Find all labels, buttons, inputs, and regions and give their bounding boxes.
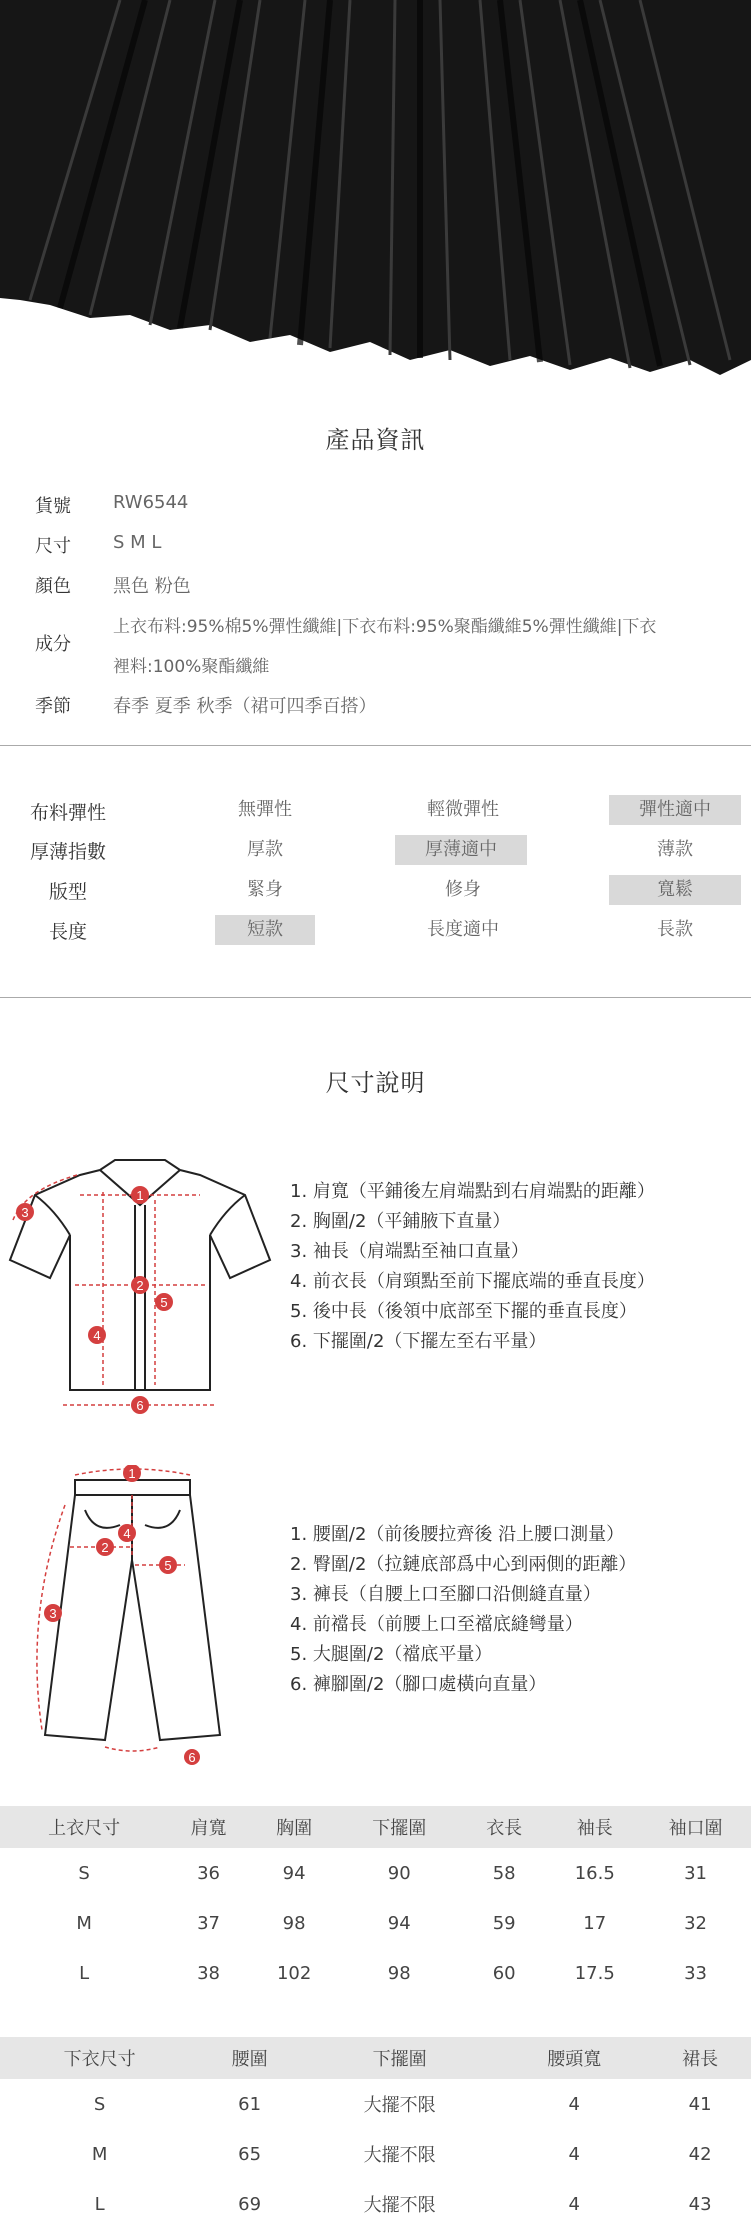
table-cell: 58 xyxy=(492,1862,516,1884)
attr-option: 厚款 xyxy=(247,839,283,860)
attr-option-selected: 彈性適中 xyxy=(609,795,741,825)
top-size-table xyxy=(0,1806,751,1998)
table-cell: 42 xyxy=(688,2143,712,2165)
attr-option: 長款 xyxy=(657,919,693,940)
measure-item: 2. 胸圍/2（平鋪腋下直量） xyxy=(290,1211,511,1232)
table-header: 裙長 xyxy=(649,2037,751,2079)
pants-diagram xyxy=(20,1465,250,1765)
measure-item: 3. 褲長（自腰上口至腳口沿側縫直量） xyxy=(290,1584,601,1605)
measure-item: 4. 前衣長（肩頸點至前下擺底端的垂直長度） xyxy=(290,1271,655,1292)
diagram-label: 4 xyxy=(123,1526,131,1541)
info-label: 尺寸 xyxy=(35,536,71,557)
table-header: 袖口圍 xyxy=(640,1806,751,1848)
table-cell: 102 xyxy=(276,1962,312,1984)
attr-option: 無彈性 xyxy=(238,799,292,820)
table-cell: 59 xyxy=(492,1912,516,1934)
info-value: 春季 夏季 秋季（裙可四季百搭） xyxy=(113,696,377,717)
attr-option-selected: 短款 xyxy=(215,915,315,945)
diagram-label: 2 xyxy=(101,1540,109,1555)
diagram-label: 2 xyxy=(136,1278,144,1293)
top-measure-list xyxy=(290,1177,655,1357)
product-info-title: 產品資訊 xyxy=(325,426,426,454)
table-cell: S xyxy=(93,2093,106,2115)
table-header: 胸圍 xyxy=(249,1806,340,1848)
table-row xyxy=(0,2079,751,2129)
info-label: 成分 xyxy=(35,634,71,655)
measure-item: 5. 後中長（後領中底部至下擺的垂直長度） xyxy=(290,1301,637,1322)
diagram-label: 1 xyxy=(128,1466,136,1481)
divider xyxy=(0,745,751,746)
table-row xyxy=(0,2129,751,2179)
table-header: 肩寬 xyxy=(168,1806,249,1848)
table-cell: 38 xyxy=(197,1962,220,1984)
table-cell: S xyxy=(78,1862,90,1884)
info-label: 貨號 xyxy=(35,496,71,517)
info-label: 顏色 xyxy=(35,576,71,597)
table-cell: 98 xyxy=(282,1912,306,1934)
table-cell: 60 xyxy=(492,1962,516,1984)
table-header: 衣長 xyxy=(459,1806,549,1848)
table-header: 上衣尺寸 xyxy=(0,1806,168,1848)
attr-label: 版型 xyxy=(48,881,87,903)
table-cell: M xyxy=(91,2143,108,2165)
attr-label: 長度 xyxy=(48,921,87,943)
info-value: S M L xyxy=(113,532,162,553)
table-cell: 4 xyxy=(568,2193,580,2215)
table-cell: 大擺不限 xyxy=(363,2095,436,2116)
table-cell: 32 xyxy=(684,1912,708,1934)
diagram-label: 3 xyxy=(21,1205,29,1220)
shirt-diagram xyxy=(5,1150,275,1420)
measure-item: 5. 大腿圍/2（襠底平量） xyxy=(290,1644,493,1665)
table-header: 下擺圍 xyxy=(300,2037,499,2079)
divider xyxy=(0,997,751,998)
table-cell: 17 xyxy=(583,1912,607,1934)
table-cell: 90 xyxy=(387,1862,411,1884)
diagram-label: 5 xyxy=(164,1558,172,1573)
table-cell: 4 xyxy=(568,2093,580,2115)
attr-option-selected: 寬鬆 xyxy=(609,875,741,905)
table-cell: 41 xyxy=(688,2093,712,2115)
attr-option: 長度適中 xyxy=(427,919,499,940)
table-row xyxy=(0,1848,751,1898)
table-header: 下擺圍 xyxy=(339,1806,459,1848)
table-header-row xyxy=(0,1806,751,1848)
table-cell: 94 xyxy=(387,1912,411,1934)
measure-item: 3. 袖長（肩端點至袖口直量） xyxy=(290,1241,529,1262)
table-header-row xyxy=(0,2037,751,2079)
table-cell: 36 xyxy=(197,1862,220,1884)
attr-option: 緊身 xyxy=(247,879,283,900)
measure-item: 1. 腰圍/2（前後腰拉齊後 沿上腰口測量） xyxy=(290,1524,625,1545)
table-cell: 98 xyxy=(387,1962,411,1984)
measure-item: 2. 臀圍/2（拉鏈底部爲中心到兩側的距離） xyxy=(290,1554,637,1575)
table-header: 下衣尺寸 xyxy=(0,2037,199,2079)
diagram-label: 1 xyxy=(136,1188,144,1203)
table-row xyxy=(0,1898,751,1948)
table-cell: 33 xyxy=(684,1962,708,1984)
table-cell: 65 xyxy=(238,2143,262,2165)
measure-item: 6. 褲腳圍/2（腳口處橫向直量） xyxy=(290,1674,547,1695)
diagram-label: 6 xyxy=(136,1398,144,1413)
info-value: 黑色 粉色 xyxy=(113,576,191,597)
table-cell: 43 xyxy=(688,2193,712,2215)
measure-item: 4. 前襠長（前腰上口至襠底縫彎量） xyxy=(290,1614,583,1635)
table-cell: L xyxy=(79,1962,90,1984)
table-row xyxy=(0,2179,751,2229)
info-value: 上衣布料:95%棉5%彈性纖維|下衣布料:95%聚酯纖維5%彈性纖維|下衣 xyxy=(113,617,657,637)
table-cell: L xyxy=(94,2193,105,2215)
size-guide-title: 尺寸說明 xyxy=(325,1069,426,1097)
product-photo-pleated-skirt xyxy=(0,0,751,395)
table-cell: 大擺不限 xyxy=(363,2195,436,2216)
attr-option: 輕微彈性 xyxy=(427,799,499,820)
table-header: 腰圍 xyxy=(199,2037,300,2079)
attr-label: 厚薄指數 xyxy=(29,841,106,863)
table-cell: 大擺不限 xyxy=(363,2145,436,2166)
diagram-label: 6 xyxy=(188,1750,196,1765)
table-header: 袖長 xyxy=(549,1806,640,1848)
table-row xyxy=(0,1948,751,1998)
measure-item: 6. 下擺圍/2（下擺左至右平量） xyxy=(290,1331,547,1352)
diagram-label: 5 xyxy=(160,1295,168,1310)
table-cell: 69 xyxy=(238,2193,262,2215)
bottom-measure-list xyxy=(290,1520,636,1700)
table-cell: 4 xyxy=(568,2143,580,2165)
table-cell: 16.5 xyxy=(574,1862,615,1884)
bottom-size-table xyxy=(0,2037,751,2229)
table-cell: M xyxy=(76,1912,92,1934)
attr-label: 布料彈性 xyxy=(29,802,106,824)
table-cell: 61 xyxy=(238,2093,262,2115)
table-cell: 37 xyxy=(197,1912,220,1934)
attr-option: 薄款 xyxy=(657,839,693,860)
info-value: 裡料:100%聚酯纖維 xyxy=(113,657,270,677)
diagram-label: 3 xyxy=(49,1606,57,1621)
diagram-label: 4 xyxy=(93,1328,101,1343)
table-cell: 17.5 xyxy=(574,1962,615,1984)
table-cell: 31 xyxy=(684,1862,708,1884)
measure-item: 1. 肩寬（平鋪後左肩端點到右肩端點的距離） xyxy=(290,1181,655,1202)
attr-option-selected: 厚薄適中 xyxy=(395,835,527,865)
attr-option: 修身 xyxy=(445,879,481,900)
info-value: RW6544 xyxy=(113,492,189,513)
table-header: 腰頭寬 xyxy=(499,2037,649,2079)
info-label: 季節 xyxy=(35,696,71,717)
table-cell: 94 xyxy=(282,1862,306,1884)
